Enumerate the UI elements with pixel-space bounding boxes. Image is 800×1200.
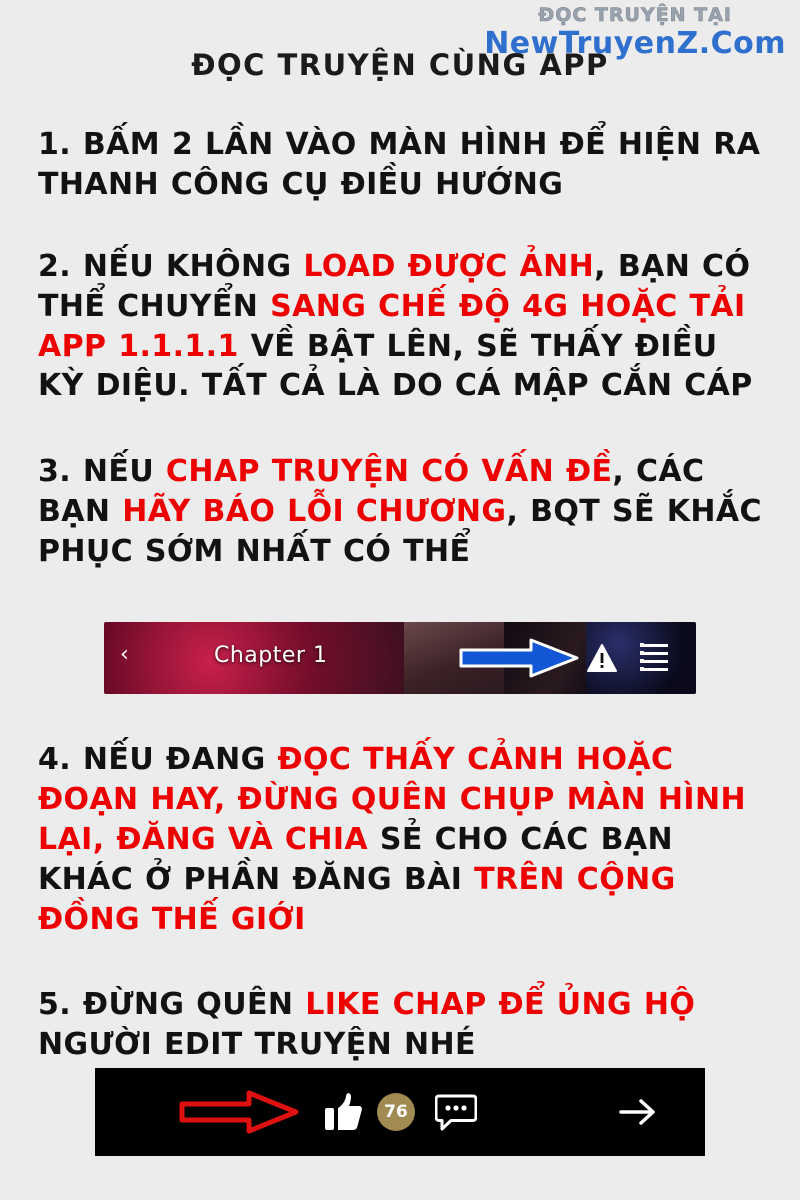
chapter-bar-illustration-wrap: [0, 622, 800, 694]
step-2-text-d: SANG CHẾ ĐỘ 4G HOẶC TẢI APP 1.1.1.1: [38, 288, 746, 364]
watermark-site-name: NewTruyenZ.Com: [484, 26, 786, 61]
instruction-step-3: [38, 452, 768, 572]
chapter-title-label[interactable]: Chapter 1: [214, 643, 328, 668]
step-3-text-d: HÃY BÁO LỖI CHƯƠNG: [122, 494, 507, 530]
step-3-text-c: , CÁC BẠN: [38, 454, 705, 530]
step-3-text-e: , BQT SẼ KHẮC PHỤC SỚM NHẤT CÓ THỂ: [38, 494, 762, 570]
next-arrow-icon[interactable]: [619, 1094, 657, 1130]
instruction-step-5: [38, 985, 768, 1065]
like-count-badge: 76: [377, 1093, 415, 1131]
blue-arrow-icon: [459, 638, 581, 678]
action-bar-screenshot: [95, 1068, 705, 1156]
step-4-text-c: SẺ CHO CÁC BẠN KHÁC Ở PHẦN ĐĂNG BÀI: [38, 821, 673, 897]
instruction-list-lower: [38, 740, 768, 1083]
page-title: ĐỌC TRUYỆN CÙNG APP: [191, 48, 609, 82]
step-4-text-a: 4. NẾU ĐANG: [38, 742, 278, 777]
step-5-text-a: 5. ĐỪNG QUÊN: [38, 987, 306, 1023]
step-3-text-a: 3. NẾU: [38, 454, 166, 490]
chapter-list-icon[interactable]: [640, 644, 668, 672]
step-3-text-b: CHAP TRUYỆN CÓ VẤN ĐỀ: [165, 454, 613, 490]
red-arrow-icon: [179, 1090, 299, 1134]
action-bar-illustration-wrap: [0, 1068, 800, 1156]
step-5-text-b: LIKE CHAP ĐỂ ỦNG HỘ: [305, 987, 696, 1023]
step-4-text-b: ĐỌC THẤY CẢNH HOẶC ĐOẠN HAY, ĐỪNG QUÊN CHỤP MÀN HÌNH LẠI, ĐĂNG VÀ CHIA: [38, 742, 746, 857]
step-2-text-c: , BẠN CÓ THỂ CHUYỂN: [38, 248, 751, 324]
instruction-step-1: [38, 125, 768, 205]
instruction-list: [38, 125, 768, 590]
step-5-text-c: NGƯỜI EDIT TRUYỆN NHÉ: [38, 1027, 476, 1063]
thumbs-up-icon[interactable]: [323, 1090, 363, 1134]
step-4-text-d: TRÊN CỘNG ĐỒNG THẾ GIỚI: [38, 861, 676, 937]
instruction-step-2: [38, 247, 768, 407]
warning-triangle-icon[interactable]: [586, 642, 618, 674]
step-2-text-b: LOAD ĐƯỢC ẢNH: [303, 248, 595, 284]
chapter-toolbar-screenshot: [104, 622, 696, 694]
step-2-text-e: VỀ BẬT LÊN, SẼ THẤY ĐIỀU KỲ DIỆU. TẤT CẢ LÀ DO CÁ MẬP CẮN CÁP: [38, 328, 753, 404]
instruction-step-4: [38, 740, 768, 939]
step-1-text: 1. BẤM 2 LẦN VÀO MÀN HÌNH ĐỂ HIỆN RA THANH CÔNG CỤ ĐIỀU HƯỚNG: [38, 127, 761, 202]
step-2-text-a: 2. NẾU KHÔNG: [38, 248, 304, 284]
back-chevron-icon[interactable]: ‹: [120, 642, 129, 667]
watermark-top-text: ĐỌC TRUYỆN TẠI: [538, 4, 732, 26]
comment-bubble-icon[interactable]: [435, 1092, 477, 1132]
